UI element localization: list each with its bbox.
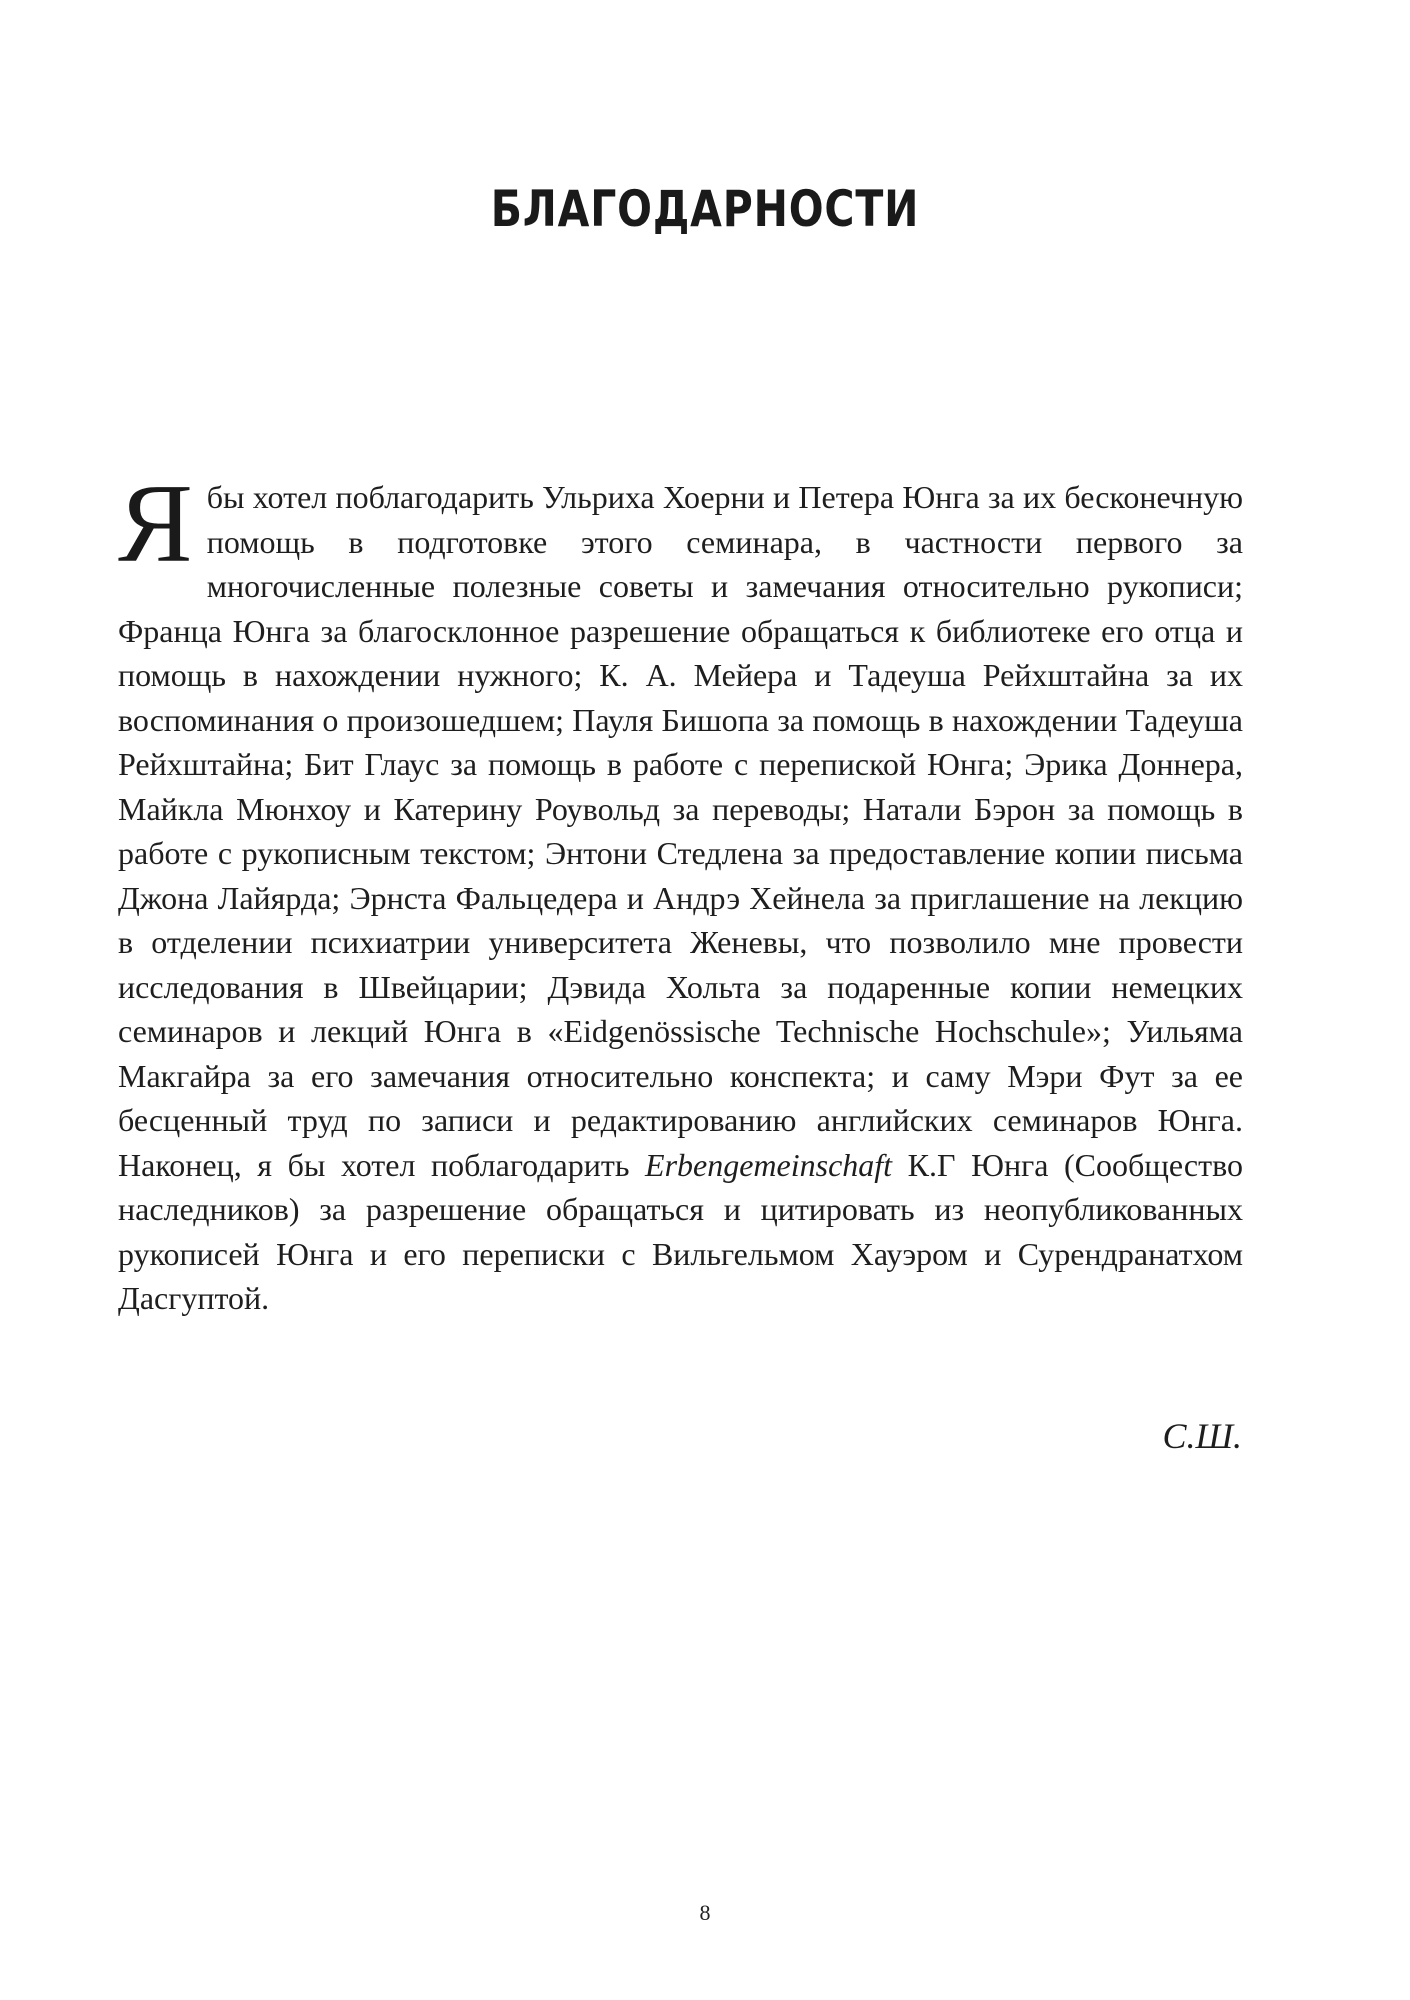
paragraph-text-part2: К.Г Юнга (Сообщество наследников) за разрешение обращаться и цитировать из неопубликованных рукописей Юнга и его переписки с Вильгельмом Хауэром и Сурендранатхом Дасгуптой. bbox=[118, 1146, 1244, 1316]
author-signature: С.Ш. bbox=[1162, 1416, 1242, 1456]
drop-cap: Я bbox=[118, 462, 193, 586]
page-number: 8 bbox=[699, 1900, 711, 1925]
paragraph-text-part1: бы хотел поблагодарить Ульриха Хоерни и Петера Юнга за их бесконечную помощь в подготовке этого семинара, в частности первого за многочисленные полезные советы и замечания относительно рукописи; Франца Юнга за благосклонное разрешение обращаться к библиотеке его отца и помощь в нахождении нужного; К. А. Мейера и Тадеуша Рейхштайна за их воспоминания о произошедшем; Пауля Бишопа за помощь в нахождении Тадеуша Рейхштайна; Бит Глаус за помощь в работе с перепиской Юнга; Эрика Доннера, Майкла Мюнхоу и Катерину Роувольд за переводы; Натали Бэрон за помощь в работе с рукописным текстом; Энтони Стедлена за предоставление копии письма Джона Лайярда; Эрнста Фальцедера и Андрэ Хейнела за приглашение на лекцию в отделении психиатрии университета Женевы, что позволило мне провести исследования в Швейцарии; Дэвида Хольта за подаренные копии немецких семинаров и лекций Юнга в «Eidgenössische Technische Hochschule»; Уильяма Макгайра за его замечания относительно конспекта; и саму Мэри Фут за ее бесценный труд по записи и редактированию английских семинаров Юнга. Наконец, я бы хотел поблагодарить bbox=[118, 479, 1243, 1183]
page-title: БЛАГОДАРНОСТИ bbox=[490, 180, 920, 238]
italic-term: Erbengemeinschaft bbox=[645, 1146, 893, 1183]
acknowledgements-paragraph bbox=[118, 462, 1244, 1321]
